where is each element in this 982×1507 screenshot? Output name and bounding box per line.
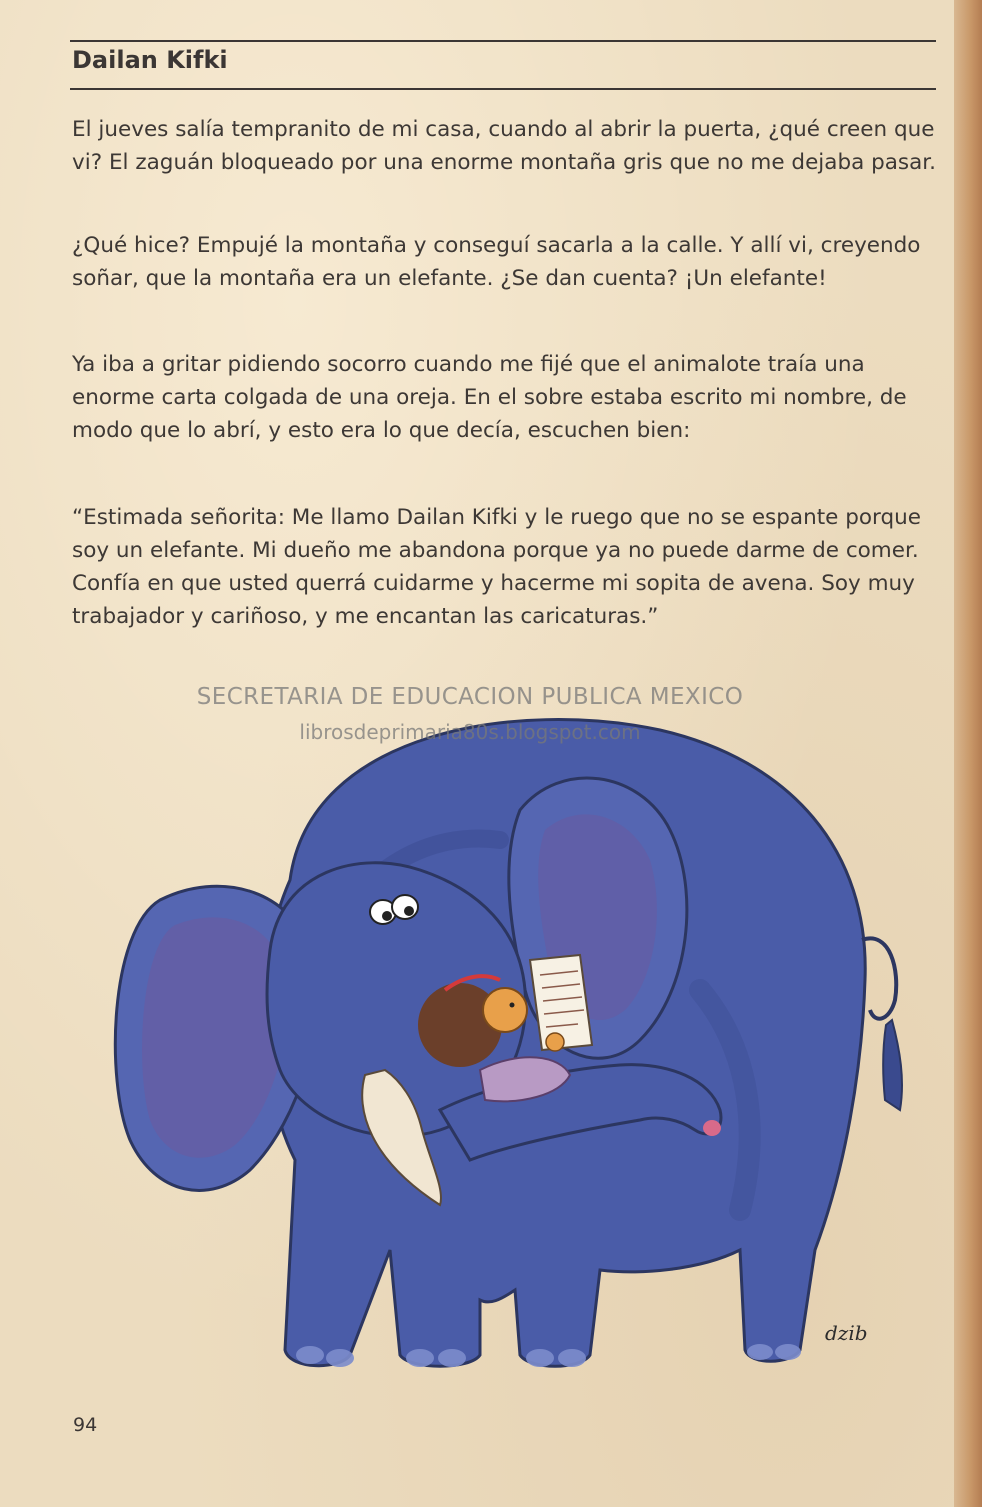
paragraph-3: Ya iba a gritar pidiendo socorro cuando me fijé que el animalote traía una enorme carta colgada de una oreja. En el sobre estaba escrito mi nombre, de modo que lo abrí, y esto era lo que decía, escuchen bien:: [72, 352, 907, 443]
page-number: 94: [73, 1414, 98, 1436]
elephant-illustration: [100, 690, 930, 1390]
watermark-url: librosdeprimaria80s.blogspot.com: [299, 720, 641, 744]
elephant-tail: [862, 938, 896, 1018]
title-rule-bottom: [70, 88, 936, 90]
page-edge: [954, 0, 982, 1507]
paragraph-1: El jueves salía tempranito de mi casa, cuando al abrir la puerta, ¿qué creen que vi? El zaguán bloqueado por una enorme montaña gris que no me dejaba pasar.: [72, 117, 936, 175]
artist-signature: dzib: [825, 1321, 868, 1345]
page-title: Dailan Kifki: [72, 46, 228, 74]
paragraph-4: “Estimada señorita: Me llamo Dailan Kifki y le ruego que no se espante porque soy un elefante. Mi dueño me abandona porque ya no puede darme de comer. Confía en que usted querrá cuidarme y hacerme mi sopita de avena. Soy muy trabajador y cariñoso, y me encantan las caricaturas.”: [72, 505, 921, 629]
watermark-publisher: SECRETARIA DE EDUCACION PUBLICA MEXICO: [196, 684, 744, 710]
title-rule-top: [70, 40, 936, 42]
girl-face: [483, 988, 527, 1032]
paragraph-2: ¿Qué hice? Empujé la montaña y conseguí sacarla a la calle. Y allí vi, creyendo soñar, que la montaña era un elefante. ¿Se dan cuenta? ¡Un elefante!: [72, 233, 921, 291]
